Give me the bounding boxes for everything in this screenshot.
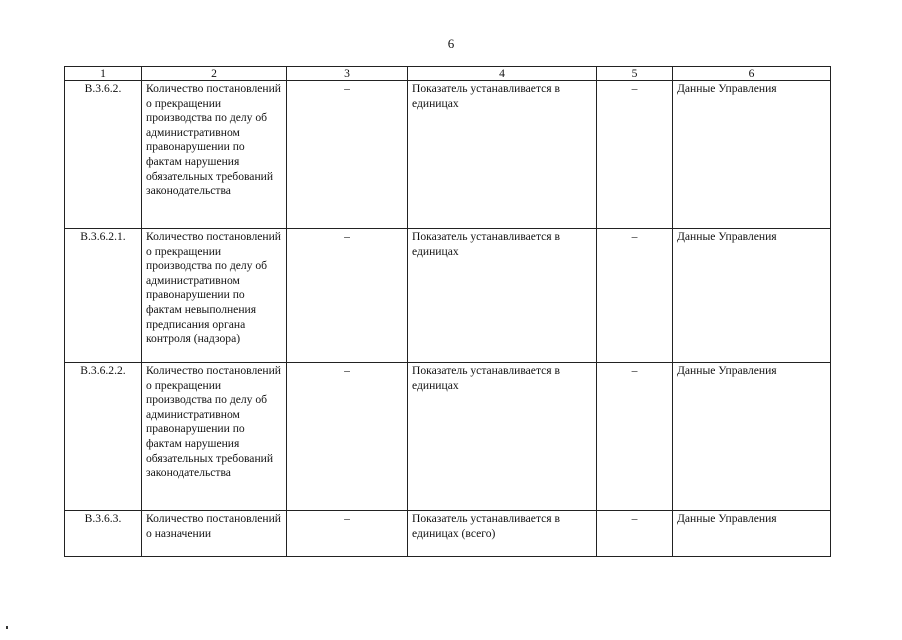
row-col3: –: [287, 81, 408, 229]
column-header-6: 6: [673, 67, 831, 81]
row-col3: –: [287, 229, 408, 363]
row-col3: –: [287, 511, 408, 557]
row-col5: –: [597, 81, 673, 229]
row-source: Данные Управления: [673, 81, 831, 229]
row-code: В.3.6.2.1.: [65, 229, 142, 363]
table-row: [65, 81, 831, 229]
indicators-table: [64, 66, 831, 557]
column-header-4: 4: [408, 67, 597, 81]
row-code: В.3.6.2.: [65, 81, 142, 229]
row-source: Данные Управления: [673, 363, 831, 511]
header-row: [65, 67, 831, 81]
row-code: В.3.6.3.: [65, 511, 142, 557]
row-col5: –: [597, 229, 673, 363]
row-col4: Показатель устанавливается в единицах: [408, 363, 597, 511]
table-row: [65, 363, 831, 511]
table-row: [65, 229, 831, 363]
row-col5: –: [597, 511, 673, 557]
row-col5: –: [597, 363, 673, 511]
row-code: В.3.6.2.2.: [65, 363, 142, 511]
scan-speck: [6, 626, 8, 629]
row-source: Данные Управления: [673, 229, 831, 363]
column-header-3: 3: [287, 67, 408, 81]
row-indicator: Количество постановлений о прекращении производства по делу об административном правонарушении по фактам нарушения обязательных требований законодательства: [142, 81, 287, 229]
row-col4: Показатель устанавливается в единицах: [408, 229, 597, 363]
row-source: Данные Управления: [673, 511, 831, 557]
row-indicator: Количество постановлений о назначении: [142, 511, 287, 557]
column-header-2: 2: [142, 67, 287, 81]
column-header-1: 1: [65, 67, 142, 81]
table-row: [65, 511, 831, 557]
row-indicator: Количество постановлений о прекращении производства по делу об административном правонарушении по фактам невыполнения предписания органа контроля (надзора): [142, 229, 287, 363]
row-col3: –: [287, 363, 408, 511]
row-col4: Показатель устанавливается в единицах: [408, 81, 597, 229]
page-number: 6: [447, 36, 455, 51]
column-header-5: 5: [597, 67, 673, 81]
row-col4: Показатель устанавливается в единицах (всего): [408, 511, 597, 557]
row-indicator: Количество постановлений о прекращении производства по делу об административном правонарушении по фактам нарушения обязательных требований законодательства: [142, 363, 287, 511]
